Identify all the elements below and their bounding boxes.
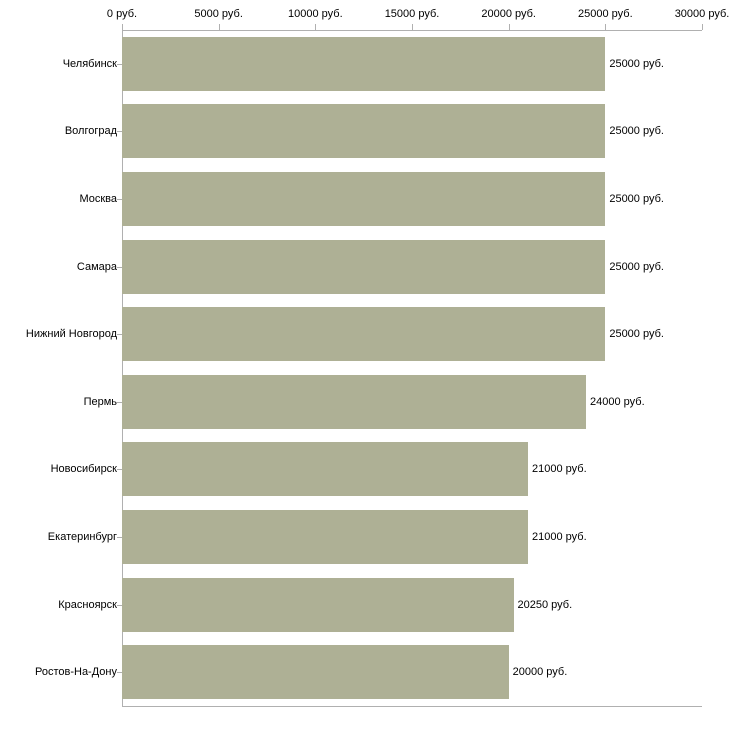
y-category-label-wrap xyxy=(0,645,122,699)
y-category-label: Новосибирск xyxy=(50,463,117,476)
bar-row xyxy=(122,307,702,361)
y-category-label-wrap xyxy=(0,375,122,429)
bar xyxy=(122,645,509,699)
y-category-label-wrap xyxy=(0,578,122,632)
bar-value-label: 24000 руб. xyxy=(590,395,645,408)
y-category-label: Нижний Новгород xyxy=(25,328,117,341)
y-category-label-wrap xyxy=(0,307,122,361)
y-category-label: Самара xyxy=(76,260,117,273)
plot-bottom-line xyxy=(122,706,702,707)
bar xyxy=(122,37,605,91)
bar-value-label: 20250 руб. xyxy=(517,598,573,611)
y-tick-mark xyxy=(117,334,122,335)
y-category-label-wrap xyxy=(0,442,122,496)
bar xyxy=(122,307,605,361)
y-tick-mark xyxy=(117,537,122,538)
bar-row xyxy=(122,240,702,294)
bar xyxy=(122,104,605,158)
bar-value-label: 21000 руб. xyxy=(532,463,587,476)
bar-row xyxy=(122,442,702,496)
x-tick-label: 10000 руб. xyxy=(288,8,343,20)
bar xyxy=(122,375,586,429)
y-tick-mark xyxy=(117,402,122,403)
y-category-label: Москва xyxy=(79,193,117,205)
bar xyxy=(122,172,605,226)
bar-row xyxy=(122,37,702,91)
y-tick-mark xyxy=(117,267,122,268)
bar-value-label: 25000 руб. xyxy=(609,125,664,138)
x-tick-label: 25000 руб. xyxy=(578,8,633,20)
bar-value-label: 25000 руб. xyxy=(609,328,664,341)
bar-value-label: 20000 руб. xyxy=(512,666,568,679)
y-category-label-wrap xyxy=(0,172,122,226)
x-tick-mark xyxy=(315,24,316,30)
x-tick-label: 0 руб. xyxy=(106,8,138,20)
y-category-label: Пермь xyxy=(83,395,117,408)
x-tick-mark xyxy=(122,24,123,30)
x-tick-mark xyxy=(412,24,413,30)
bar xyxy=(122,578,514,632)
bar-row xyxy=(122,375,702,429)
bar xyxy=(122,442,528,496)
x-tick-mark xyxy=(702,24,703,30)
y-tick-mark xyxy=(117,605,122,606)
bar-row xyxy=(122,104,702,158)
bar-value-label: 25000 руб. xyxy=(609,57,664,70)
bar-row xyxy=(122,578,702,632)
y-tick-mark xyxy=(117,469,122,470)
bar xyxy=(122,240,605,294)
y-tick-mark xyxy=(117,672,122,673)
y-category-label: Ростов-На-Дону xyxy=(34,666,117,679)
x-tick-mark xyxy=(605,24,606,30)
x-tick-mark xyxy=(509,24,510,30)
y-category-label: Екатеринбург xyxy=(47,531,117,543)
bar xyxy=(122,510,528,564)
bar-row xyxy=(122,172,702,226)
y-tick-mark xyxy=(117,199,122,200)
x-tick-label: 5000 руб. xyxy=(194,8,243,20)
bar-row xyxy=(122,510,702,564)
x-axis-line xyxy=(122,30,702,31)
y-tick-mark xyxy=(117,131,122,132)
y-category-label-wrap xyxy=(0,510,122,564)
x-tick-label: 15000 руб. xyxy=(384,8,440,20)
y-tick-mark xyxy=(117,64,122,65)
bar-value-label: 25000 руб. xyxy=(609,193,664,205)
x-tick-mark xyxy=(219,24,220,30)
bar-row xyxy=(122,645,702,699)
y-category-label: Волгоград xyxy=(64,125,117,138)
y-category-label-wrap xyxy=(0,240,122,294)
y-category-label: Челябинск xyxy=(62,57,117,70)
x-tick-label: 30000 руб. xyxy=(674,8,730,20)
y-category-label: Красноярск xyxy=(58,598,117,611)
y-category-label-wrap xyxy=(0,37,122,91)
bar-value-label: 21000 руб. xyxy=(532,531,587,543)
bar-value-label: 25000 руб. xyxy=(609,260,664,273)
y-category-label-wrap xyxy=(0,104,122,158)
x-tick-label: 20000 руб. xyxy=(481,8,536,20)
